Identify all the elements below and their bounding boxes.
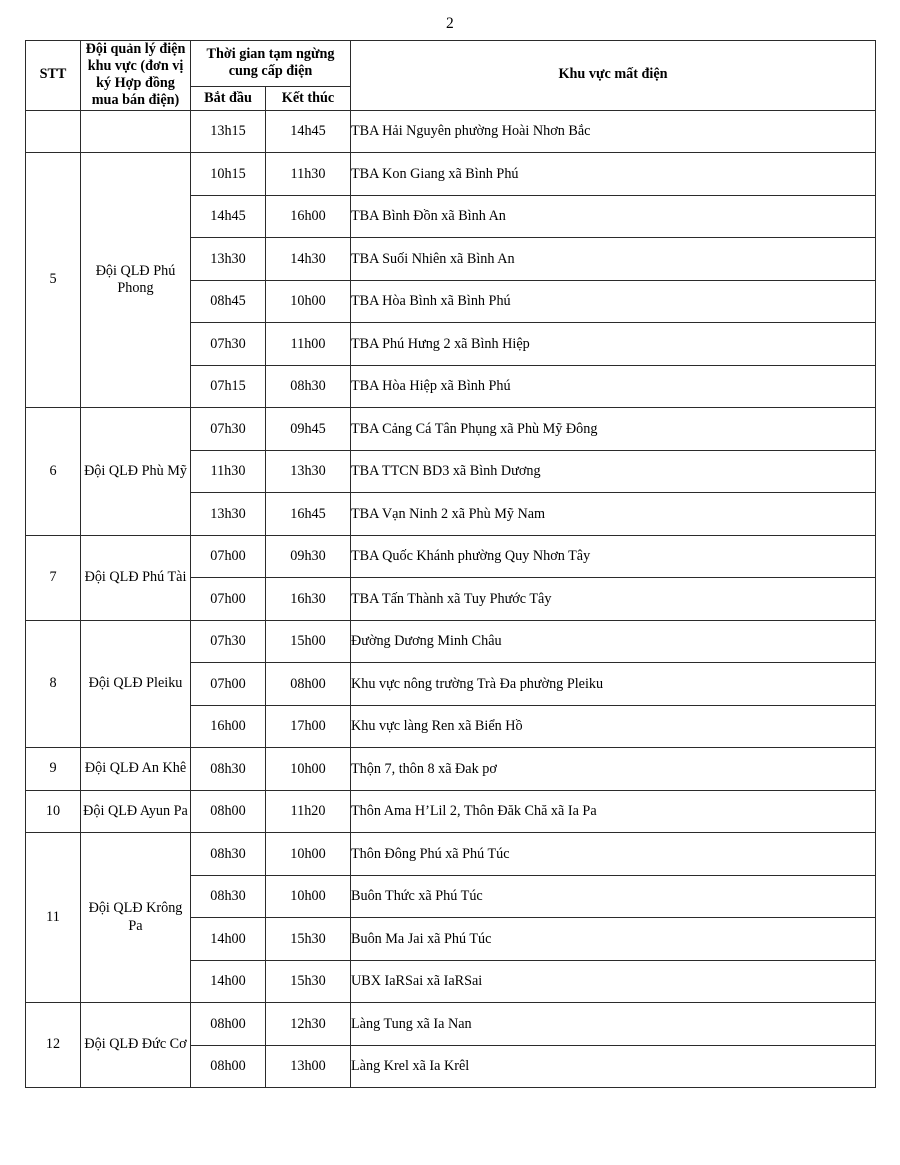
cell-stt [26, 110, 81, 153]
cell-start-time: 08h30 [191, 833, 266, 876]
cell-start-time: 13h30 [191, 238, 266, 281]
cell-area: Khu vực làng Ren xã Biển Hồ [351, 705, 876, 748]
column-header-stt: STT [26, 40, 81, 110]
cell-end-time: 12h30 [266, 1003, 351, 1046]
cell-start-time: 07h15 [191, 365, 266, 408]
cell-start-time: 13h15 [191, 110, 266, 153]
cell-team: Đội QLĐ Phù Mỹ [81, 408, 191, 536]
cell-area: TBA Bình Đồn xã Bình An [351, 195, 876, 238]
cell-stt: 11 [26, 833, 81, 1003]
cell-end-time: 15h00 [266, 620, 351, 663]
table-header [26, 40, 876, 110]
cell-end-time: 11h20 [266, 790, 351, 833]
cell-team: Đội QLĐ Ayun Pa [81, 790, 191, 833]
cell-area: Làng Krel xã Ia Krêl [351, 1045, 876, 1088]
cell-stt: 5 [26, 153, 81, 408]
cell-team: Đội QLĐ Phú Tài [81, 535, 191, 620]
cell-team: Đội QLĐ Đức Cơ [81, 1003, 191, 1088]
cell-area: TBA Kon Giang xã Bình Phú [351, 153, 876, 196]
cell-area: TBA Hải Nguyên phường Hoài Nhơn Bắc [351, 110, 876, 153]
cell-start-time: 08h30 [191, 875, 266, 918]
cell-end-time: 09h30 [266, 535, 351, 578]
cell-start-time: 07h00 [191, 578, 266, 621]
table-row [26, 408, 876, 451]
cell-start-time: 14h00 [191, 918, 266, 961]
cell-start-time: 08h00 [191, 1045, 266, 1088]
cell-start-time: 16h00 [191, 705, 266, 748]
page-number: 2 [446, 15, 454, 32]
cell-area: Khu vực nông trường Trà Đa phường Pleiku [351, 663, 876, 706]
cell-end-time: 14h45 [266, 110, 351, 153]
cell-start-time: 07h30 [191, 323, 266, 366]
header-row-1 [26, 40, 876, 86]
cell-start-time: 14h45 [191, 195, 266, 238]
cell-end-time: 16h45 [266, 493, 351, 536]
table-row [26, 790, 876, 833]
cell-area: TBA Tấn Thành xã Tuy Phước Tây [351, 578, 876, 621]
cell-start-time: 13h30 [191, 493, 266, 536]
cell-start-time: 07h00 [191, 535, 266, 578]
cell-area: TBA Cảng Cá Tân Phụng xã Phù Mỹ Đông [351, 408, 876, 451]
cell-end-time: 13h30 [266, 450, 351, 493]
cell-end-time: 08h00 [266, 663, 351, 706]
cell-area: TBA Quốc Khánh phường Quy Nhơn Tây [351, 535, 876, 578]
cell-start-time: 11h30 [191, 450, 266, 493]
cell-start-time: 07h30 [191, 408, 266, 451]
cell-end-time: 16h00 [266, 195, 351, 238]
cell-start-time: 14h00 [191, 960, 266, 1003]
cell-start-time: 10h15 [191, 153, 266, 196]
table-row [26, 153, 876, 196]
cell-start-time: 07h30 [191, 620, 266, 663]
cell-area: TBA TTCN BD3 xã Bình Dương [351, 450, 876, 493]
cell-team: Đội QLĐ Krông Pa [81, 833, 191, 1003]
cell-area: TBA Phú Hưng 2 xã Bình Hiệp [351, 323, 876, 366]
power-outage-schedule-table [25, 40, 876, 1089]
cell-area: TBA Vạn Ninh 2 xã Phù Mỹ Nam [351, 493, 876, 536]
cell-team: Đội QLĐ Phú Phong [81, 153, 191, 408]
column-header-team: Đội quản lý điện khu vực (đơn vị ký Hợp đồng mua bán điện) [81, 40, 191, 110]
cell-area: Buôn Thức xã Phú Túc [351, 875, 876, 918]
cell-end-time: 14h30 [266, 238, 351, 281]
table-row [26, 748, 876, 791]
cell-area: Đường Dương Minh Châu [351, 620, 876, 663]
cell-end-time: 10h00 [266, 748, 351, 791]
table-row [26, 833, 876, 876]
cell-end-time: 08h30 [266, 365, 351, 408]
column-header-area: Khu vực mất điện [351, 40, 876, 110]
cell-start-time: 08h30 [191, 748, 266, 791]
column-header-start-time: Bắt đầu [191, 86, 266, 110]
cell-stt: 6 [26, 408, 81, 536]
cell-end-time: 09h45 [266, 408, 351, 451]
table-row [26, 535, 876, 578]
cell-end-time: 11h30 [266, 153, 351, 196]
cell-end-time: 15h30 [266, 918, 351, 961]
cell-end-time: 17h00 [266, 705, 351, 748]
cell-stt: 10 [26, 790, 81, 833]
cell-area: UBX IaRSai xã IaRSai [351, 960, 876, 1003]
cell-start-time: 08h45 [191, 280, 266, 323]
table-body [26, 110, 876, 1088]
cell-stt: 8 [26, 620, 81, 748]
cell-end-time: 15h30 [266, 960, 351, 1003]
cell-stt: 7 [26, 535, 81, 620]
cell-area: TBA Suối Nhiên xã Bình An [351, 238, 876, 281]
cell-area: Buôn Ma Jai xã Phú Túc [351, 918, 876, 961]
cell-area: TBA Hòa Hiệp xã Bình Phú [351, 365, 876, 408]
cell-start-time: 07h00 [191, 663, 266, 706]
cell-end-time: 10h00 [266, 280, 351, 323]
cell-team: Đội QLĐ Pleiku [81, 620, 191, 748]
cell-team: Đội QLĐ An Khê [81, 748, 191, 791]
column-header-end-time: Kết thúc [266, 86, 351, 110]
cell-end-time: 13h00 [266, 1045, 351, 1088]
cell-area: Làng Tung xã Ia Nan [351, 1003, 876, 1046]
table-row [26, 620, 876, 663]
cell-start-time: 08h00 [191, 1003, 266, 1046]
cell-team [81, 110, 191, 153]
cell-area: Thộn 7, thôn 8 xã Đak pơ [351, 748, 876, 791]
cell-end-time: 11h00 [266, 323, 351, 366]
cell-end-time: 10h00 [266, 833, 351, 876]
table-row [26, 110, 876, 153]
cell-area: TBA Hòa Bình xã Bình Phú [351, 280, 876, 323]
cell-stt: 9 [26, 748, 81, 791]
cell-area: Thôn Ama H’Lil 2, Thôn Đăk Chă xã Ia Pa [351, 790, 876, 833]
cell-end-time: 16h30 [266, 578, 351, 621]
table-row [26, 1003, 876, 1046]
column-header-time-group: Thời gian tạm ngừng cung cấp điện [191, 40, 351, 86]
cell-stt: 12 [26, 1003, 81, 1088]
cell-start-time: 08h00 [191, 790, 266, 833]
cell-area: Thôn Đông Phú xã Phú Túc [351, 833, 876, 876]
cell-end-time: 10h00 [266, 875, 351, 918]
table-container [0, 40, 900, 1089]
